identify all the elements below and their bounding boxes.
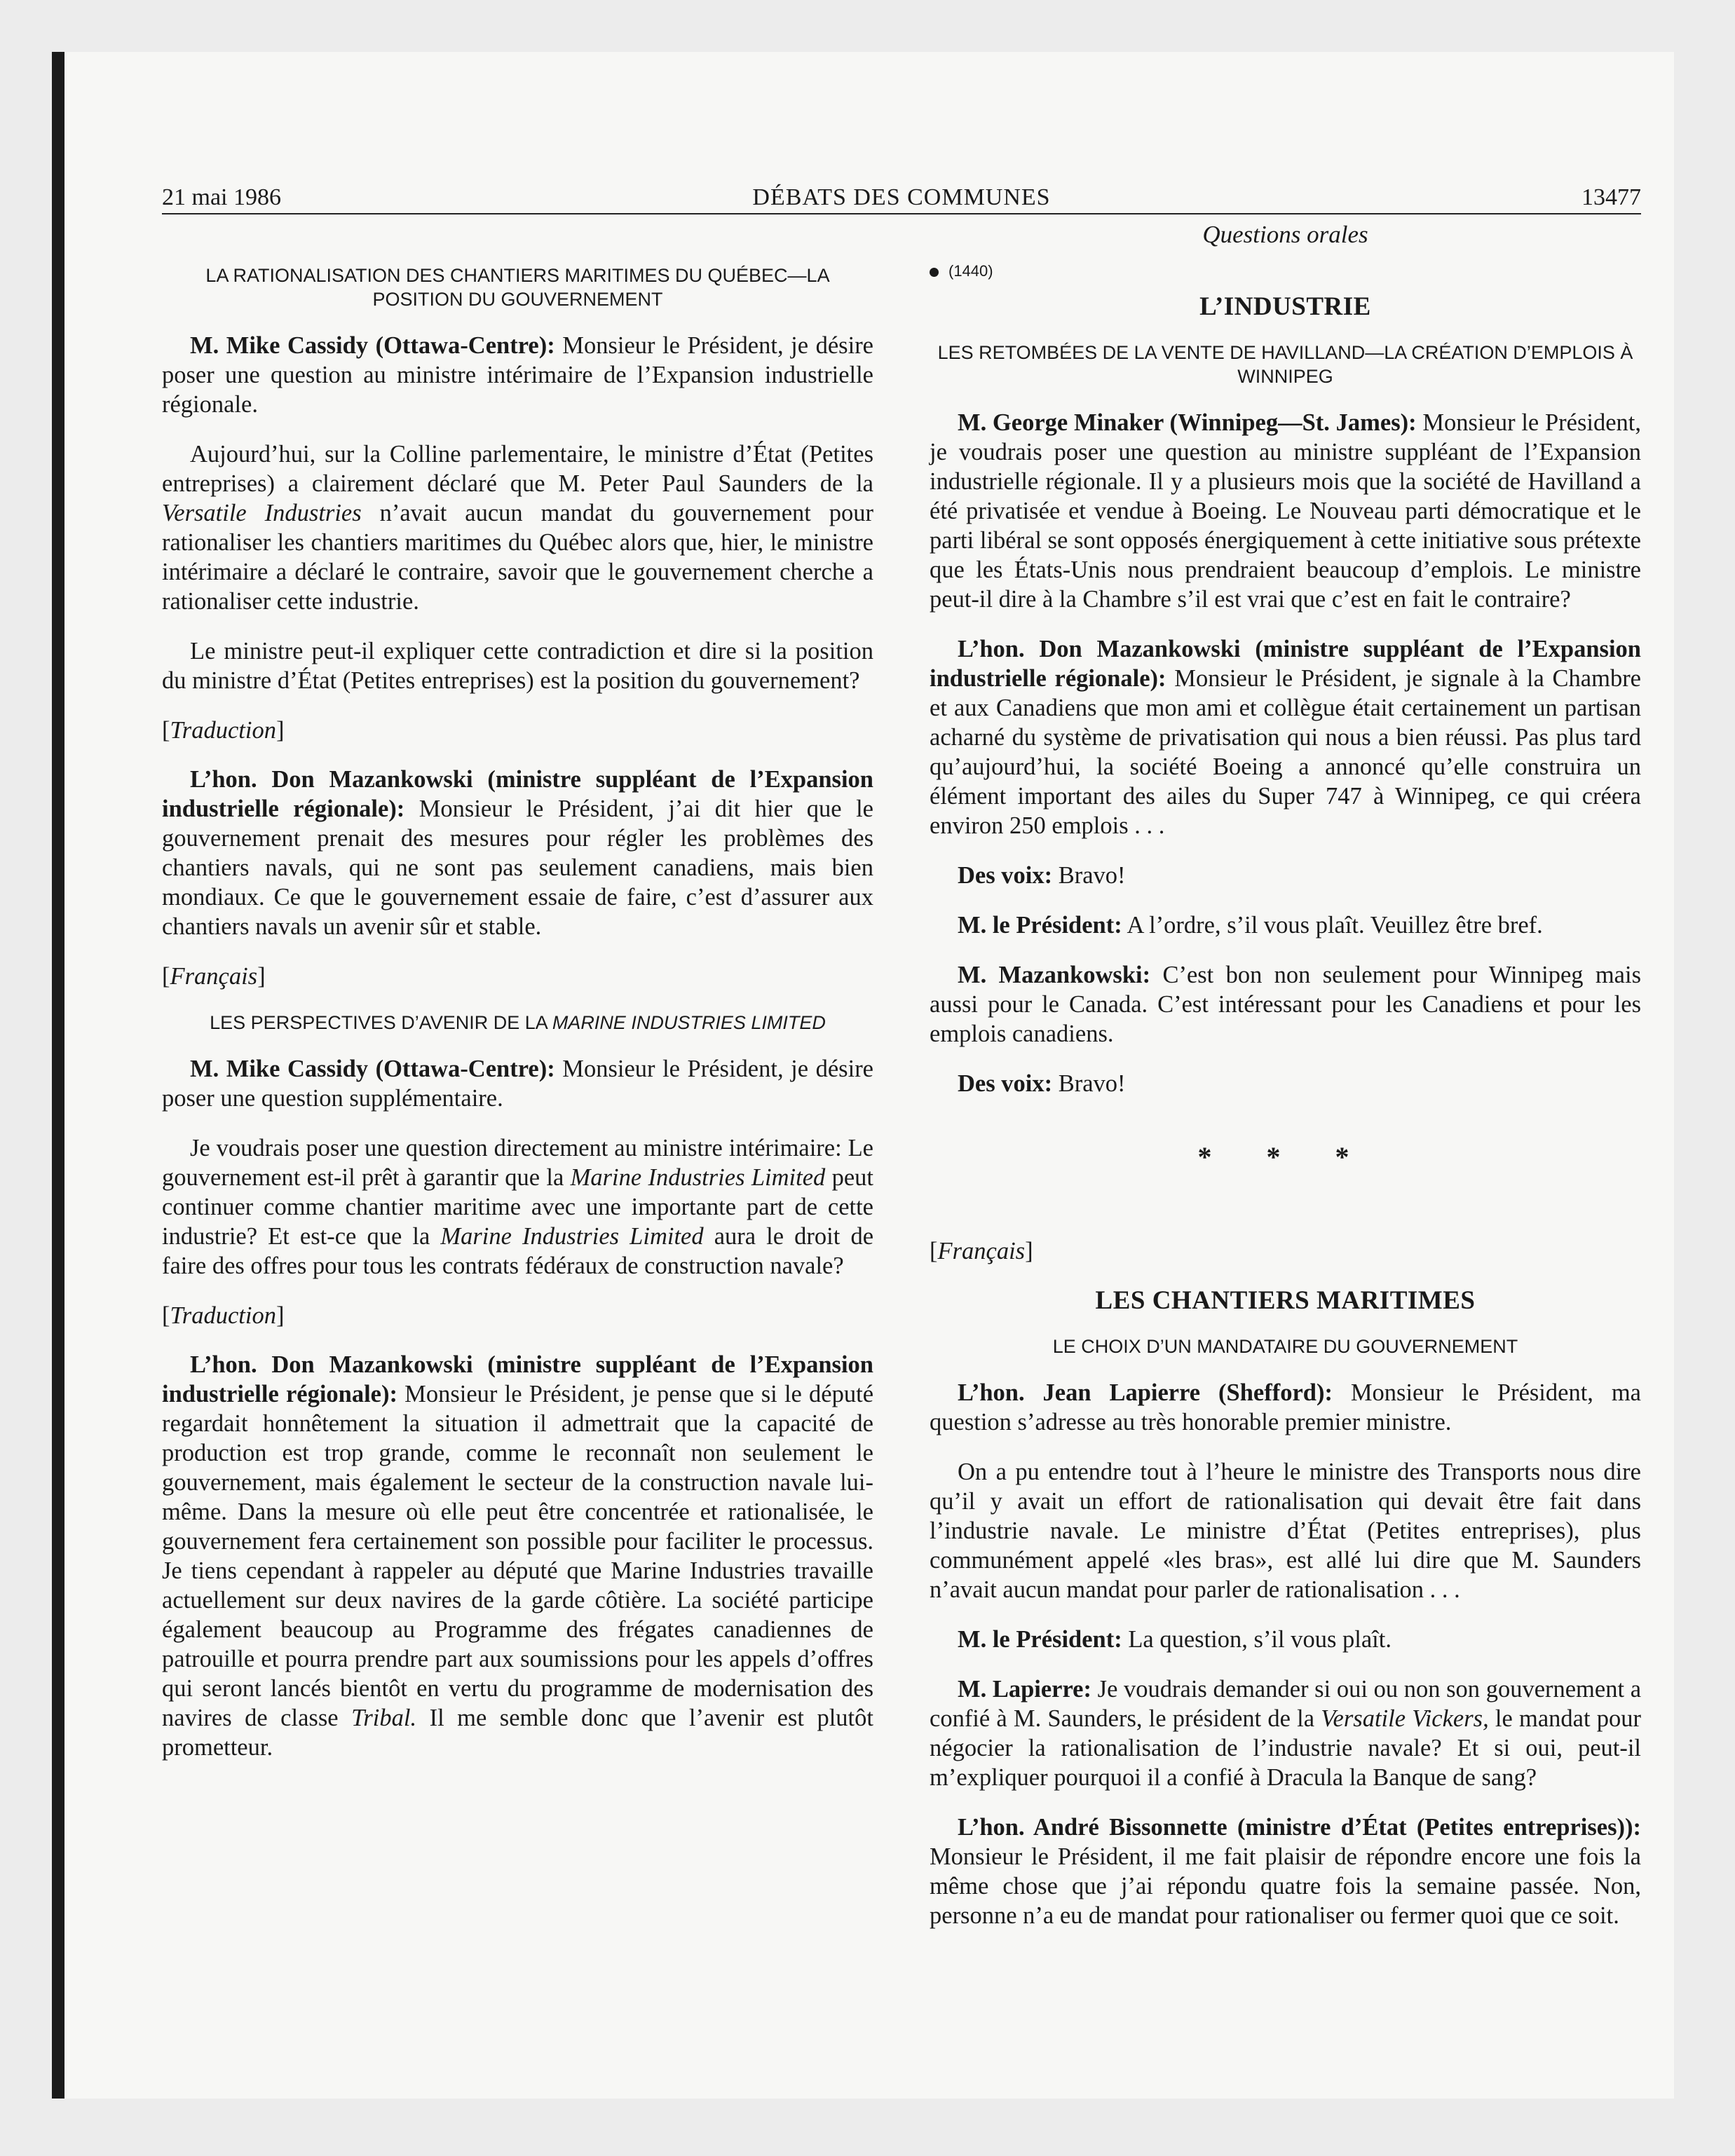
speaker-name: M. Mike Cassidy (Ottawa-Centre):: [190, 332, 555, 359]
heading-chantiers: LES CHANTIERS MARITIMES: [1095, 1286, 1476, 1315]
speech-text: Bravo!: [1052, 1070, 1126, 1097]
language-label: Traduction: [170, 717, 276, 744]
speech-text: Monsieur le Président, j’ai dit hier que le gouvernement prenait des mesures pour régler les problèmes des chantiers navals, qui ne sont pas seulement canadiens, mais bien mondiaux. Ce que le gouvernement essaie de faire, c’est d’assurer aux chantiers navals un avenir sûr et stable.: [162, 796, 873, 940]
bullet-icon: [930, 268, 939, 277]
paragraph-mazankowski-marine: [162, 1350, 873, 1762]
language-label: Français: [170, 963, 258, 990]
header-date: 21 mai 1986: [162, 184, 281, 210]
speech-text: le mandat pour négocier la rationalisation de l’industrie navale? Et si oui, peut-il m’expliquer pourquoi il a confié à Dracula la Banque de sang?: [930, 1705, 1641, 1791]
paragraph-mazankowski-answer: [162, 765, 873, 941]
paragraph-mazankowski-boeing: [930, 634, 1641, 840]
language-note: [162, 962, 873, 991]
language-note: [162, 1301, 873, 1330]
bracket: [: [162, 1302, 170, 1329]
speech-text: Bravo!: [1052, 862, 1126, 889]
speech-text: Monsieur le Président, je signale à la Chambre et aux Canadiens que mon ami et collègue était certainement un partisan acharné du système de privatisation qui nous a bien réussi. Pas plus tard qu’aujourd’hui, la société Boeing a annoncé qu’elle construira un élément important des ailes du Super 747 à Winnipeg, ce qui créera environ 250 emplois . . .: [930, 665, 1641, 839]
paragraph-cassidy-marine: [162, 1133, 873, 1281]
paragraph-lapierre-question: [930, 1378, 1641, 1437]
page-content: [162, 184, 1642, 1929]
bracket: ]: [257, 963, 266, 990]
speech-text: Monsieur le Président, je désire poser une question supplémentaire.: [162, 1056, 873, 1112]
speaker-name: M. Mazankowski:: [958, 962, 1151, 988]
subheading-mandataire: LE CHOIX D’UN MANDATAIRE DU GOUVERNEMENT: [1052, 1336, 1518, 1357]
running-header: [162, 184, 1641, 214]
speaker-name: L’hon. Don Mazankowski (ministre suppléant de l’Expansion industrielle régionale):: [930, 636, 1641, 692]
speaker-name: M. le Président:: [958, 912, 1122, 939]
speaker-name: M. le Président:: [958, 1626, 1122, 1653]
company-name: Marine Industries Limited: [440, 1223, 704, 1250]
bracket: ]: [275, 1302, 285, 1329]
speech-text: aura le droit de faire des offres pour tous les contrats fédéraux de construction navale?: [162, 1223, 874, 1279]
speech-text: Monsieur le Président, je désire poser une question au ministre intérimaire de l’Expansion industrielle régionale.: [162, 332, 873, 418]
subheading-rationalisation: LA RATIONALISATION DES CHANTIERS MARITIMES DU QUÉBEC—LA POSITION DU GOUVERNEMENT: [205, 265, 830, 310]
speaker-name: L’hon. Jean Lapierre (Shefford):: [958, 1379, 1333, 1406]
paragraph-lapierre-detail: On a pu entendre tout à l’heure le ministre des Transports nous dire qu’il y avait un effort de rationalisation qui devait être fait dans l’industrie navale. Le ministre d’État (Petites entreprises), plus communément appelé «les bras», est allé lui dire que M. Saunders n’avait aucun mandat pour parler de rationalisation . . .: [930, 1459, 1641, 1603]
company-name: Versatile Industries: [162, 500, 362, 526]
speech-text: C’est bon non seulement pour Winnipeg mais aussi pour le Canada. C’est intéressant pour les Canadiens et pour les emplois canadiens.: [930, 962, 1642, 1047]
language-label: Traduction: [170, 1302, 276, 1329]
speech-text: Monsieur le Président, je voudrais poser une question au ministre suppléant de l’Expansion industrielle régionale. Il y a plusieurs mois que la société de Havilland a été privatisée et vendue à Boeing. Le Nouveau parti démocratique et le parti libéral se sont opposés énergiquement à cette initiative sous prétexte que les États-Unis nous prendraient beaucoup d’emplois. Le ministre peut-il dire à la Chambre s’il est vrai que c’est en fait le contraire?: [930, 409, 1641, 613]
heading-industrie: L’INDUSTRIE: [1199, 292, 1371, 321]
speaker-name: Des voix:: [958, 1070, 1053, 1097]
speech-text: Monsieur le Président, je pense que si le député regardait honnêtement la situation il admettrait que la capacité de production est trop grande, comme le reconnaît non seulement le gouvernement, mais également le secteur de la construction navale lui-même. Dans la mesure où elle peut être concentrée et rationalisée, le gouvernement fera certainement son possible pour faciliter le processus. Je tiens cependant à rappeler au député que Marine Industries travaille actuellement sur deux navires de la garde côtière. La société participe également beaucoup au Programme des frégates canadiennes de patrouille et pourra prendre part aux soumissions pour les appels d’offres qui seront lancés bientôt en vertu du programme de modernisation des navires de classe: [162, 1381, 874, 1731]
language-note: [162, 716, 873, 745]
paragraph-cassidy-question: [162, 331, 873, 419]
speaker-name: M. Mike Cassidy (Ottawa-Centre):: [190, 1056, 555, 1082]
speaker-name: Des voix:: [958, 862, 1053, 889]
bracket: ]: [275, 717, 285, 744]
paragraph-minaker-question: [930, 408, 1641, 614]
paragraph-cassidy-supplementary: [162, 1054, 873, 1113]
subheading-marine-industries: [162, 1011, 873, 1035]
company-name: Marine Industries Limited: [570, 1164, 826, 1191]
speech-text: peut continuer comme chantier maritime avec une importante part de cette industrie? Et est-ce que la: [162, 1164, 873, 1250]
left-column: [162, 220, 873, 1782]
speech-text: Je voudrais poser une question directement au ministre intérimaire: Le gouvernement est-il prêt à garantir que la: [162, 1135, 873, 1191]
section-separator: * * *: [1197, 1141, 1373, 1173]
scan-edge-bar: [52, 52, 64, 2099]
right-column: [930, 220, 1641, 1951]
subheading-havilland: LES RETOMBÉES DE LA VENTE DE HAVILLAND—LA CRÉATION D’EMPLOIS À WINNIPEG: [937, 342, 1633, 387]
speech-text: Monsieur le Président, il me fait plaisir de répondre encore une fois la même chose que j’ai répondu quatre fois la semaine passée. Non, personne n’a eu de mandat pour rationaliser ou fermer quoi que ce soit.: [930, 1843, 1641, 1929]
paragraph-interjection: [930, 861, 1641, 890]
bracket: [: [162, 717, 170, 744]
speaker-name: L’hon. André Bissonnette (ministre d’État (Petites entreprises)):: [958, 1814, 1641, 1841]
speech-text: Aujourd’hui, sur la Colline parlementaire, le ministre d’État (Petites entreprises) a clairement déclaré que M. Peter Paul Saunders de la: [162, 441, 873, 497]
header-page-number: 13477: [1581, 184, 1641, 210]
paragraph-cassidy-contradiction: Le ministre peut-il expliquer cette contradiction et dire si la position du ministre d’État (Petites entreprises) est la position du gouvernement?: [162, 638, 873, 694]
speaker-name: M. Lapierre:: [958, 1676, 1091, 1703]
header-title: DÉBATS DES COMMUNES: [752, 184, 1051, 210]
paragraph-interjection: [930, 1069, 1641, 1098]
speaker-name: L’hon. Don Mazankowski (ministre suppléant de l’Expansion industrielle régionale):: [162, 766, 873, 822]
paragraph-lapierre-saunders: [930, 1674, 1641, 1792]
paragraph-speaker-question: [930, 1625, 1641, 1654]
bracket: [: [162, 963, 170, 990]
paragraph-bissonnette-answer: [930, 1813, 1641, 1930]
speech-text: n’avait aucun mandat du gouvernement pour rationaliser les chantiers maritimes du Québec alors que, hier, le ministre intérimaire a déclaré le contraire, savoir que le gouvernement cherche a rationaliser cette industrie.: [162, 500, 874, 615]
company-name: Versatile Vickers,: [1321, 1705, 1489, 1732]
timestamp: [930, 261, 1641, 282]
speaker-name: L’hon. Don Mazankowski (ministre suppléant de l’Expansion industrielle régionale):: [162, 1351, 873, 1407]
speech-text: Monsieur le Président, ma question s’adresse au très honorable premier ministre.: [930, 1379, 1641, 1435]
language-note: [930, 1236, 1641, 1266]
paragraph-cassidy-detail: [162, 439, 873, 616]
paragraph-mazankowski-winnipeg: [930, 960, 1641, 1049]
speech-text: Je voudrais demander si oui ou non son gouvernement a confié à M. Saunders, le président de la: [930, 1676, 1642, 1732]
subheading-company: MARINE INDUSTRIES LIMITED: [552, 1012, 826, 1033]
timestamp-text: (1440): [948, 262, 993, 280]
speech-text: La question, s’il vous plaît.: [1122, 1626, 1392, 1653]
ship-class: Tribal.: [351, 1705, 417, 1731]
speech-text: Il me semble donc que l’avenir est plutôt prometteur.: [162, 1705, 873, 1761]
paragraph-speaker-order: [930, 910, 1641, 940]
bracket: ]: [1025, 1238, 1033, 1264]
speaker-name: M. George Minaker (Winnipeg—St. James):: [958, 409, 1417, 436]
language-label: Français: [937, 1238, 1026, 1264]
speech-text: A l’ordre, s’il vous plaît. Veuillez être bref.: [1122, 912, 1543, 939]
section-title: Questions orales: [1202, 221, 1368, 248]
bracket: [: [930, 1238, 938, 1264]
subheading-text: LES PERSPECTIVES D’AVENIR DE LA: [210, 1012, 552, 1033]
